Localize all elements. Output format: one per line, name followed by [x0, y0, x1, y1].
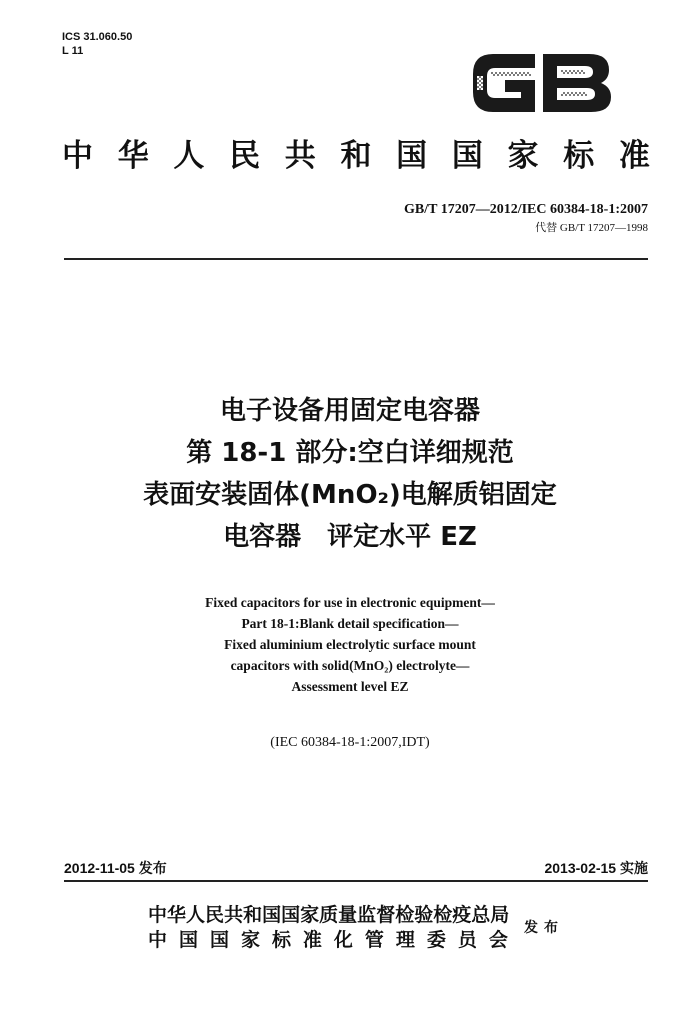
issuer-char: 监 [357, 904, 377, 926]
issuer-char: 验 [414, 904, 434, 926]
chinese-title-line: 电容器 评定水平 EZ [223, 522, 477, 552]
issuer-char: 共 [224, 904, 244, 926]
issuer-char: 国 [178, 929, 198, 951]
issuer-char: 标 [271, 929, 291, 951]
english-title-line: capacitors with solid(MnO₂) electrolyte— [230, 658, 470, 673]
heading-char: 和 [340, 138, 372, 174]
standard-number: GB/T 17207—2012/IEC 60384-18-1:2007 [404, 202, 648, 217]
heading-char: 国 [451, 138, 483, 174]
issuer-char: 检 [395, 904, 415, 926]
english-title-line: Fixed aluminium electrolytic surface mount [224, 637, 476, 652]
english-title [0, 592, 700, 697]
heading-char: 人 [173, 138, 205, 174]
gb-logo-icon [465, 46, 617, 120]
issuer-line-2 [148, 928, 508, 953]
issuer-line-1 [148, 903, 508, 928]
issuer-char: 会 [488, 929, 508, 951]
chinese-title-line: 第 18-1 部分:空白详细规范 [186, 438, 514, 468]
issuer-char: 民 [205, 904, 225, 926]
english-title-line: Part 18-1:Blank detail specification— [241, 616, 459, 631]
issuer-char: 质 [319, 904, 339, 926]
classification-codes [62, 30, 132, 58]
chinese-title [0, 390, 700, 558]
implementation-date: 2013-02-15 实施 [544, 860, 648, 876]
issuer-char: 国 [262, 904, 282, 926]
gb-logo [465, 46, 617, 120]
issuer-char: 化 [333, 929, 353, 951]
heading-char: 准 [618, 138, 650, 174]
issuer-char: 国 [209, 929, 229, 951]
issue-label: 发布 [524, 920, 564, 936]
english-title-line: Fixed capacitors for use in electronic equipment— [205, 595, 495, 610]
issuer-char: 中 [148, 904, 168, 926]
issuer-char: 疫 [452, 904, 472, 926]
english-title-line: Assessment level EZ [291, 679, 409, 694]
bottom-divider [64, 880, 648, 882]
heading-char: 华 [117, 138, 149, 174]
heading-char: 共 [284, 138, 316, 174]
issuer-char: 和 [243, 904, 263, 926]
top-divider [64, 258, 648, 260]
issuer-char: 家 [240, 929, 260, 951]
national-standard-heading [62, 136, 650, 176]
chinese-title-line: 电子设备用固定电容器 [219, 396, 480, 426]
issuer-char: 督 [376, 904, 396, 926]
issuer-char: 检 [433, 904, 453, 926]
heading-char: 中 [62, 138, 93, 174]
issuing-authorities [148, 903, 508, 953]
issuer-char: 委 [426, 929, 446, 951]
issuer-char: 量 [338, 904, 358, 926]
heading-char: 标 [563, 138, 595, 174]
ccs-code: L 11 [62, 45, 84, 57]
heading-char: 家 [507, 138, 539, 174]
issuer-char: 总 [471, 904, 491, 926]
issuer-char: 管 [364, 929, 384, 951]
issuer-char: 员 [457, 929, 477, 951]
heading-char: 民 [229, 138, 261, 174]
idt-reference: (IEC 60384-18-1:2007,IDT) [270, 735, 430, 750]
ics-code: ICS 31.060.50 [62, 31, 133, 43]
issuer-char: 国 [281, 904, 301, 926]
issuer-char: 家 [300, 904, 320, 926]
issuer-char: 中 [148, 929, 168, 951]
issuer-char: 华 [167, 904, 187, 926]
issue-date: 2012-11-05 发布 [64, 860, 167, 876]
issuer-char: 人 [186, 904, 206, 926]
replaces-standard: 代替 GB/T 17207—1998 [535, 222, 648, 234]
issuer-char: 理 [395, 929, 415, 951]
issuer-char: 局 [490, 904, 510, 926]
chinese-title-line: 表面安装固体(MnO₂)电解质铝固定 [143, 480, 557, 510]
heading-char: 国 [396, 138, 428, 174]
issuer-char: 准 [302, 929, 322, 951]
